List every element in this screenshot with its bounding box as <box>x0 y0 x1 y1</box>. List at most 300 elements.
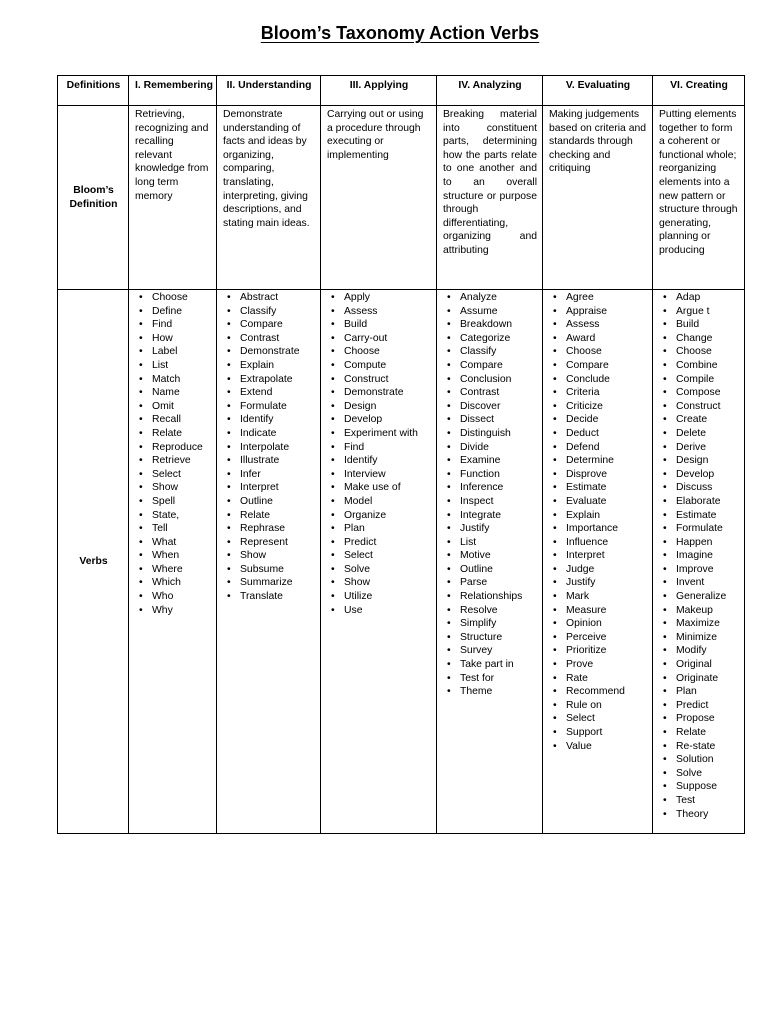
verb-item <box>443 685 537 699</box>
verb-text: Simplify <box>460 618 497 630</box>
verb-item <box>223 359 315 373</box>
verb-text: Design <box>344 400 377 412</box>
bullet-icon: • <box>553 591 557 603</box>
verb-text: Formulate <box>240 400 287 412</box>
verb-item <box>327 413 431 427</box>
bullet-icon: • <box>227 523 231 535</box>
verb-item <box>223 386 315 400</box>
bullet-icon: • <box>227 536 231 548</box>
verb-item <box>549 481 647 495</box>
verb-item <box>327 305 431 319</box>
bullet-icon: • <box>663 631 667 643</box>
verb-item <box>549 604 647 618</box>
verb-text: Analyze <box>460 292 497 303</box>
verb-item <box>135 318 211 332</box>
bullet-icon: • <box>139 346 143 358</box>
bullet-icon: • <box>663 536 667 548</box>
bullet-icon: • <box>447 414 451 426</box>
bullet-icon: • <box>331 373 335 385</box>
verb-item <box>549 454 647 468</box>
header-definitions: Definitions <box>58 76 129 106</box>
bullet-icon: • <box>447 550 451 562</box>
bullet-icon: • <box>663 659 667 671</box>
bullet-icon: • <box>553 631 557 643</box>
bullet-icon: • <box>447 387 451 399</box>
verb-item <box>443 644 537 658</box>
verb-item <box>443 658 537 672</box>
bullet-icon: • <box>139 427 143 439</box>
bullet-icon: • <box>663 740 667 752</box>
verb-item <box>549 576 647 590</box>
verb-item <box>549 427 647 441</box>
verb-text: Defend <box>566 441 600 453</box>
verb-item <box>443 509 537 523</box>
bullet-icon: • <box>139 319 143 331</box>
verb-text: Compare <box>460 359 503 371</box>
verb-text: Name <box>152 387 180 399</box>
bullet-icon: • <box>447 292 451 303</box>
verb-text: Parse <box>460 577 488 589</box>
verb-item <box>549 332 647 346</box>
verb-text: Demonstrate <box>240 346 300 358</box>
verb-text: Design <box>676 455 709 467</box>
verb-text: Find <box>152 319 173 331</box>
verb-text: Combine <box>676 359 718 371</box>
verb-item <box>443 332 537 346</box>
verb-text: Evaluate <box>566 495 607 507</box>
bullet-icon: • <box>331 346 335 358</box>
header-understanding: II. Understanding <box>217 76 321 106</box>
bullet-icon: • <box>331 495 335 507</box>
verb-text: Inspect <box>460 495 494 507</box>
bullet-icon: • <box>447 645 451 657</box>
verb-item <box>549 413 647 427</box>
bullet-icon: • <box>553 618 557 630</box>
bullet-icon: • <box>447 319 451 331</box>
verb-text: Explain <box>566 509 601 521</box>
bullet-icon: • <box>331 359 335 371</box>
bullet-icon: • <box>663 400 667 412</box>
bullet-icon: • <box>447 659 451 671</box>
verb-item <box>135 305 211 319</box>
bullet-icon: • <box>553 400 557 412</box>
verb-text: Inference <box>460 482 504 494</box>
verb-item <box>223 563 315 577</box>
verb-text: Invent <box>676 577 705 589</box>
verb-text: Measure <box>566 604 607 616</box>
verb-item <box>135 427 211 441</box>
verbs-row-label: Verbs <box>58 290 129 834</box>
verb-item <box>223 509 315 523</box>
header-analyzing: IV. Analyzing <box>437 76 543 106</box>
definition-remembering: Retrieving, recognizing and recalling relevant knowledge from long term memory <box>129 106 217 290</box>
verb-text: Criticize <box>566 400 603 412</box>
bullet-icon: • <box>227 359 231 371</box>
bullet-icon: • <box>139 359 143 371</box>
bullet-icon: • <box>139 373 143 385</box>
bullet-icon: • <box>553 468 557 480</box>
verb-text: Choose <box>676 346 712 358</box>
verb-text: Identify <box>344 455 378 467</box>
bullet-icon: • <box>663 455 667 467</box>
verb-item <box>135 291 211 305</box>
verb-item <box>443 604 537 618</box>
verb-text: Modify <box>676 645 707 657</box>
verb-text: Theme <box>460 686 493 698</box>
verb-item <box>659 712 739 726</box>
bullet-icon: • <box>447 468 451 480</box>
verb-item <box>549 522 647 536</box>
verb-item <box>135 373 211 387</box>
verb-item <box>443 495 537 509</box>
header-creating: VI. Creating <box>653 76 745 106</box>
verb-text: List <box>460 536 477 548</box>
bullet-icon: • <box>447 686 451 698</box>
verb-item <box>549 563 647 577</box>
bullet-icon: • <box>227 441 231 453</box>
verb-text: Compare <box>566 359 609 371</box>
verb-item <box>327 576 431 590</box>
verb-item <box>659 604 739 618</box>
verb-item <box>443 576 537 590</box>
verb-item <box>327 318 431 332</box>
verb-text: Prove <box>566 659 594 671</box>
verb-text: Spell <box>152 495 176 507</box>
bullet-icon: • <box>553 577 557 589</box>
verb-text: Estimate <box>566 482 607 494</box>
verb-text: Organize <box>344 509 387 521</box>
verb-text: Breakdown <box>460 319 512 331</box>
bullet-icon: • <box>553 713 557 725</box>
verb-text: Test for <box>460 672 495 684</box>
verb-text: Define <box>152 305 183 317</box>
bullet-icon: • <box>447 305 451 317</box>
verb-text: Choose <box>344 346 380 358</box>
verb-item <box>135 563 211 577</box>
bullet-icon: • <box>331 332 335 344</box>
verb-item <box>443 672 537 686</box>
bullet-icon: • <box>447 577 451 589</box>
verb-text: Take part in <box>460 659 514 671</box>
bullet-icon: • <box>663 305 667 317</box>
definition-creating: Putting elements together to form a coherent or functional whole; reorganizing elements into a new pattern or structure through generating, planning or producing <box>653 106 745 290</box>
bullet-icon: • <box>139 455 143 467</box>
verb-text: Experiment with <box>344 427 418 439</box>
bullet-icon: • <box>331 550 335 562</box>
verb-item <box>135 481 211 495</box>
verb-text: Compare <box>240 319 283 331</box>
bullet-icon: • <box>663 591 667 603</box>
verb-item <box>443 359 537 373</box>
verb-item <box>659 563 739 577</box>
verb-item <box>327 454 431 468</box>
verb-text: Identify <box>240 414 274 426</box>
verb-text: Omit <box>152 400 174 412</box>
bullet-icon: • <box>447 509 451 521</box>
bullet-icon: • <box>227 387 231 399</box>
bullet-icon: • <box>139 400 143 412</box>
verb-item <box>135 522 211 536</box>
verb-item <box>549 305 647 319</box>
bullet-icon: • <box>139 550 143 562</box>
verb-text: What <box>152 536 177 548</box>
verb-text: Contrast <box>240 332 280 344</box>
bullet-icon: • <box>447 591 451 603</box>
verb-item <box>223 468 315 482</box>
verb-text: Choose <box>566 346 602 358</box>
verb-item <box>223 481 315 495</box>
verb-item <box>659 780 739 794</box>
verb-text: Interview <box>344 468 386 480</box>
verb-item <box>549 495 647 509</box>
verb-item <box>327 373 431 387</box>
verb-text: Explain <box>240 359 275 371</box>
definition-evaluating: Making judgements based on criteria and standards through checking and critiquing <box>543 106 653 290</box>
verb-text: Compose <box>676 387 721 399</box>
bullet-icon: • <box>663 468 667 480</box>
verb-item <box>327 590 431 604</box>
verb-item <box>327 563 431 577</box>
bullet-icon: • <box>663 672 667 684</box>
verb-item <box>549 658 647 672</box>
bullet-icon: • <box>553 604 557 616</box>
verb-item <box>659 386 739 400</box>
bullet-icon: • <box>139 305 143 317</box>
definition-row <box>58 106 745 290</box>
bullet-icon: • <box>331 455 335 467</box>
verb-text: Original <box>676 659 712 671</box>
bullet-icon: • <box>447 346 451 358</box>
bullet-icon: • <box>663 373 667 385</box>
bullet-icon: • <box>331 591 335 603</box>
bullet-icon: • <box>331 319 335 331</box>
verb-item <box>223 522 315 536</box>
verb-text: Mark <box>566 591 590 603</box>
bullet-icon: • <box>553 645 557 657</box>
bullet-icon: • <box>331 441 335 453</box>
bullet-icon: • <box>227 468 231 480</box>
bullet-icon: • <box>139 536 143 548</box>
bullet-icon: • <box>447 359 451 371</box>
verb-text: Maximize <box>676 618 720 630</box>
bullet-icon: • <box>139 441 143 453</box>
verb-text: Relate <box>240 509 271 521</box>
bullet-icon: • <box>447 672 451 684</box>
verb-text: Adap <box>676 292 701 303</box>
verb-item <box>135 576 211 590</box>
verb-item <box>549 631 647 645</box>
verb-item <box>659 345 739 359</box>
verb-text: Retrieve <box>152 455 191 467</box>
verb-item <box>135 441 211 455</box>
verb-text: Which <box>152 577 181 589</box>
bullet-icon: • <box>227 332 231 344</box>
verb-text: Formulate <box>676 523 723 535</box>
verb-item <box>549 373 647 387</box>
verb-text: Recall <box>152 414 181 426</box>
verb-text: Appraise <box>566 305 608 317</box>
verb-text: Classify <box>240 305 277 317</box>
bullet-icon: • <box>139 482 143 494</box>
verb-item <box>443 454 537 468</box>
bullet-icon: • <box>553 536 557 548</box>
definition-applying: Carrying out or using a procedure through executing or implementing <box>321 106 437 290</box>
verb-item <box>659 808 739 822</box>
verb-item <box>223 454 315 468</box>
verb-item <box>135 386 211 400</box>
header-evaluating: V. Evaluating <box>543 76 653 106</box>
verb-text: Discover <box>460 400 501 412</box>
verb-text: Summarize <box>240 577 293 589</box>
verb-text: Apply <box>344 292 370 303</box>
definition-analyzing: Breaking material into constituent parts, determining how the parts relate to one another and to an overall structure or purpose through differentiating, organizing and attributing <box>437 106 543 290</box>
verb-text: Test <box>676 794 696 806</box>
bullet-icon: • <box>227 577 231 589</box>
bullet-icon: • <box>331 563 335 575</box>
verb-item <box>659 441 739 455</box>
bullet-icon: • <box>553 550 557 562</box>
bullet-icon: • <box>331 427 335 439</box>
verb-item <box>443 373 537 387</box>
verb-item <box>223 549 315 563</box>
verb-item <box>223 332 315 346</box>
verb-text: Contrast <box>460 387 500 399</box>
verb-text: Decide <box>566 414 599 426</box>
verb-text: Structure <box>460 631 503 643</box>
verb-text: Examine <box>460 455 501 467</box>
verb-item <box>223 345 315 359</box>
verb-text: Relate <box>676 727 707 738</box>
verb-item <box>327 427 431 441</box>
bullet-icon: • <box>331 400 335 412</box>
bullet-icon: • <box>227 591 231 603</box>
verb-text: Model <box>344 495 373 507</box>
verb-item <box>659 400 739 414</box>
bullet-icon: • <box>447 618 451 630</box>
bullet-icon: • <box>227 455 231 467</box>
verb-item <box>223 400 315 414</box>
verb-list <box>443 291 537 699</box>
verb-item <box>223 536 315 550</box>
bullet-icon: • <box>663 727 667 738</box>
verb-item <box>659 454 739 468</box>
verb-text: Elaborate <box>676 495 721 507</box>
verb-item <box>549 291 647 305</box>
bullet-icon: • <box>553 441 557 453</box>
verb-item <box>327 468 431 482</box>
bullet-icon: • <box>663 781 667 793</box>
verb-item <box>659 509 739 523</box>
verb-item <box>327 509 431 523</box>
verb-item <box>135 468 211 482</box>
verb-item <box>443 427 537 441</box>
bullet-icon: • <box>139 332 143 344</box>
verb-item <box>659 617 739 631</box>
verb-item <box>659 631 739 645</box>
bullet-icon: • <box>663 414 667 426</box>
bullet-icon: • <box>139 591 143 603</box>
verb-list <box>549 291 647 753</box>
verb-item <box>659 726 739 740</box>
verb-text: Imagine <box>676 550 713 562</box>
verb-text: Translate <box>240 591 283 603</box>
verb-text: Resolve <box>460 604 498 616</box>
bullet-icon: • <box>447 604 451 616</box>
verb-item <box>223 441 315 455</box>
verb-text: Solve <box>344 563 370 575</box>
verb-item <box>327 386 431 400</box>
verb-text: Conclude <box>566 373 610 385</box>
bullet-icon: • <box>663 495 667 507</box>
verb-item <box>135 536 211 550</box>
verb-item <box>659 413 739 427</box>
verb-text: Outline <box>460 563 493 575</box>
verb-text: Originate <box>676 672 719 684</box>
verb-text: Why <box>152 604 173 616</box>
bullet-icon: • <box>663 482 667 494</box>
bullet-icon: • <box>227 509 231 521</box>
verb-text: Propose <box>676 713 715 725</box>
verb-text: Select <box>566 713 595 725</box>
verb-text: Distinguish <box>460 427 511 439</box>
verb-text: Create <box>676 414 708 426</box>
bullet-icon: • <box>663 387 667 399</box>
verb-text: Extend <box>240 387 273 399</box>
verb-item <box>659 427 739 441</box>
verb-text: Survey <box>460 645 493 657</box>
bullet-icon: • <box>553 346 557 358</box>
verb-item <box>659 481 739 495</box>
verb-text: When <box>152 550 180 562</box>
verb-item <box>443 400 537 414</box>
verbs-analyzing <box>437 290 543 834</box>
bullet-icon: • <box>663 754 667 766</box>
verb-item <box>443 590 537 604</box>
verb-item <box>135 413 211 427</box>
verb-item <box>327 495 431 509</box>
verb-item <box>659 672 739 686</box>
header-remembering: I. Remembering <box>129 76 217 106</box>
bullet-icon: • <box>227 319 231 331</box>
verb-text: Solution <box>676 754 714 766</box>
verb-item <box>443 631 537 645</box>
verb-item <box>327 481 431 495</box>
verb-text: Extrapolate <box>240 373 293 385</box>
verb-text: Outline <box>240 495 273 507</box>
bullet-icon: • <box>331 305 335 317</box>
bullet-icon: • <box>663 359 667 371</box>
verb-text: Tell <box>152 523 168 535</box>
verb-item <box>327 359 431 373</box>
taxonomy-table <box>57 75 745 834</box>
verb-text: Delete <box>676 427 707 439</box>
bullet-icon: • <box>447 536 451 548</box>
bullet-icon: • <box>553 332 557 344</box>
verb-text: Choose <box>152 292 188 303</box>
verb-item <box>135 604 211 618</box>
verb-item <box>443 441 537 455</box>
verb-item <box>223 413 315 427</box>
verb-text: Make use of <box>344 482 401 494</box>
bullet-icon: • <box>663 509 667 521</box>
verb-item <box>223 590 315 604</box>
bullet-icon: • <box>663 550 667 562</box>
verb-text: Divide <box>460 441 489 453</box>
verb-item <box>135 549 211 563</box>
verb-text: Deduct <box>566 427 599 439</box>
bullet-icon: • <box>447 455 451 467</box>
bullet-icon: • <box>139 563 143 575</box>
